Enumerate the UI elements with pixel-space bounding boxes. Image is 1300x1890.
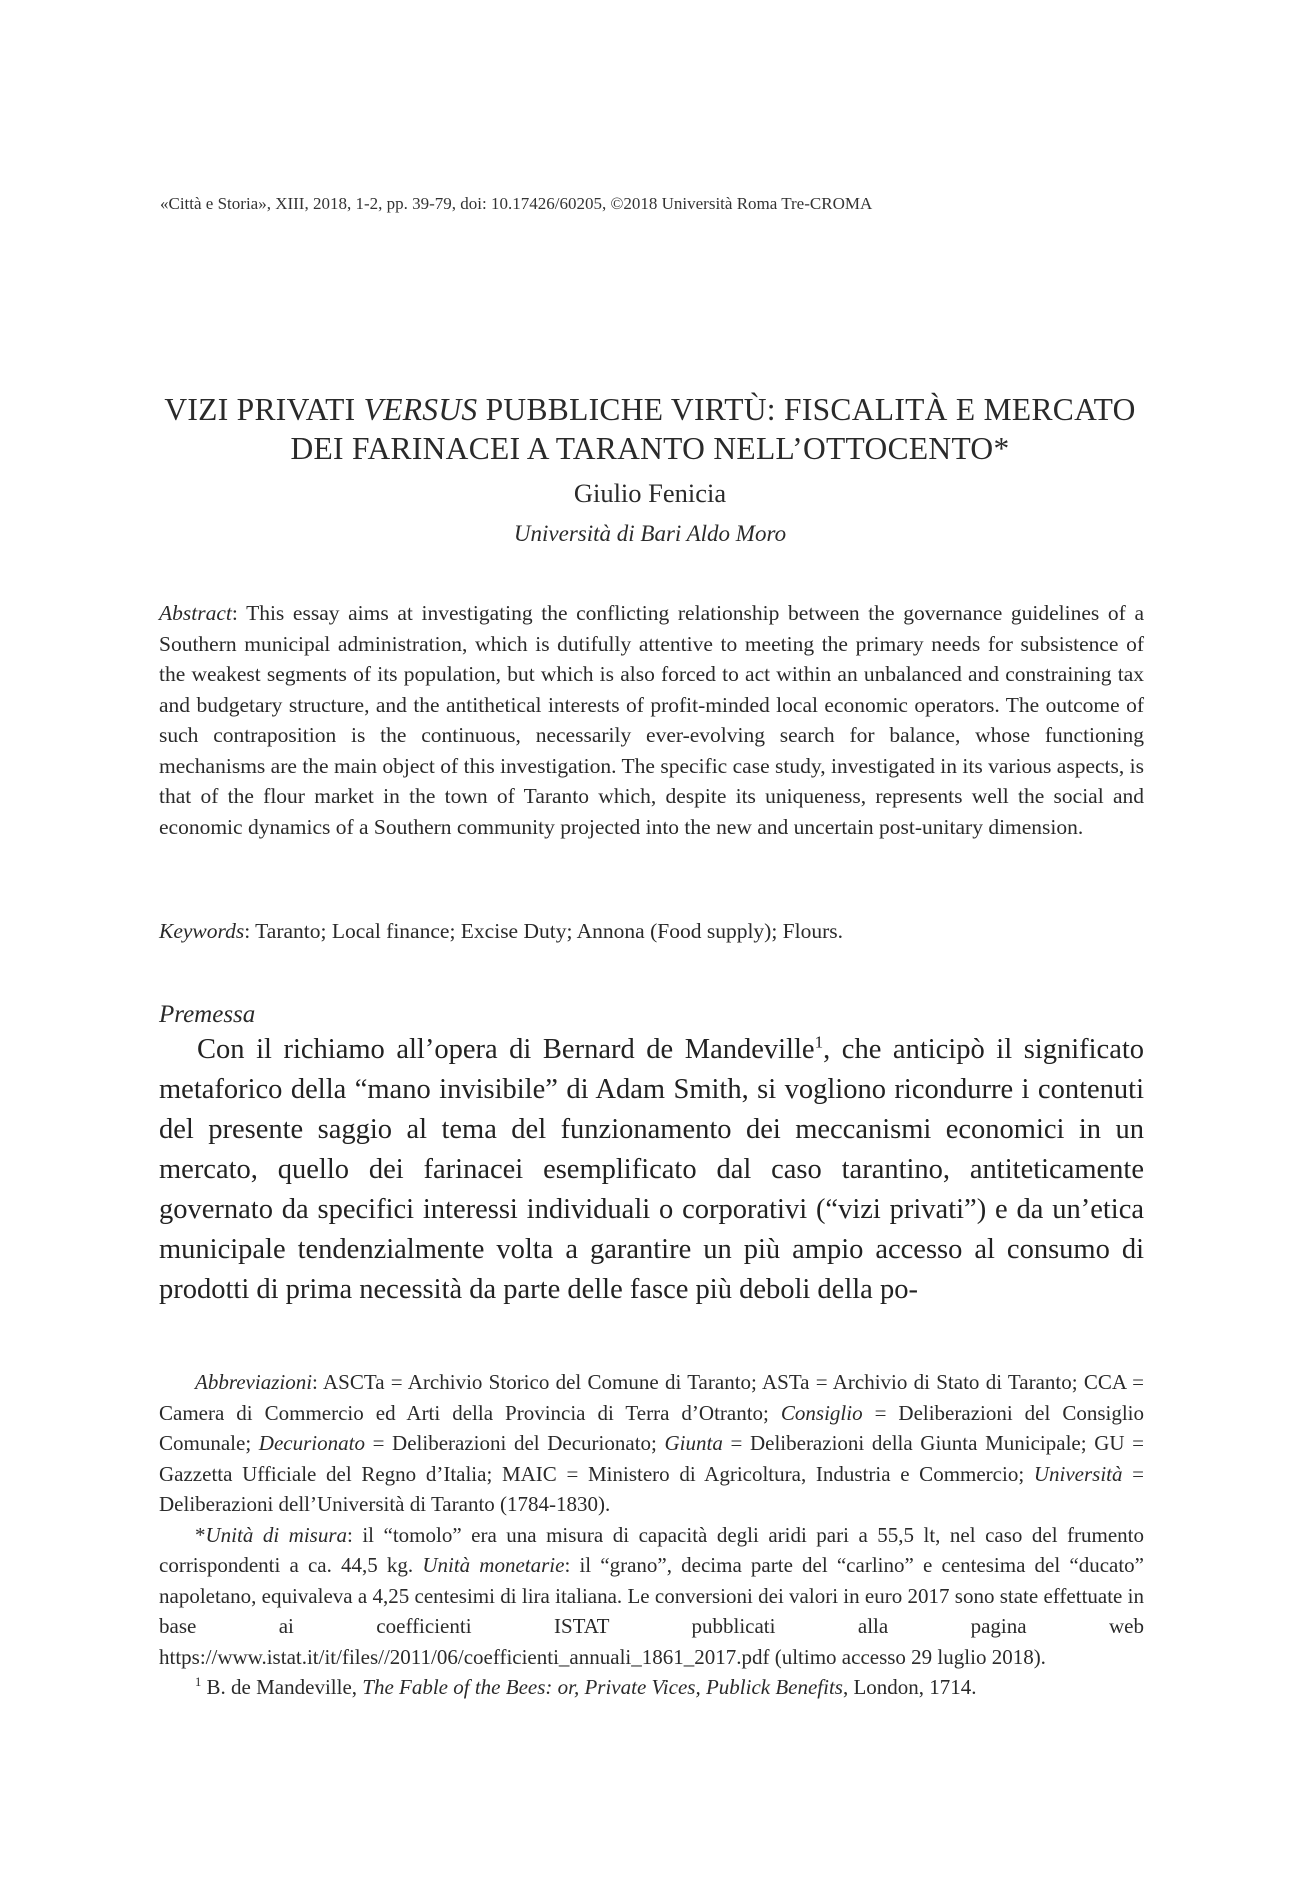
abstract-paragraph xyxy=(159,598,1144,842)
title-line-2 xyxy=(120,429,1180,468)
footnote-italic: Consiglio xyxy=(780,1400,863,1425)
footnote-text: : il “tomolo” era una misura di capacità degli aridi pari a 55,5 lt, nel caso del frumento corrispondenti a ca. 44,5 kg. xyxy=(159,1522,1145,1577)
footnote-abbreviations xyxy=(159,1367,1144,1520)
footnote-text: , London, 1714. xyxy=(842,1675,977,1699)
footnote-text: = Deliberazioni del Consiglio Comunale; xyxy=(159,1400,1144,1455)
footnotes xyxy=(159,1367,1144,1703)
footnote-text: : ASCTa = Archivio Storico del Comune di Taranto; ASTa = Archivio di Stato di Taranto; CCA = Camera di Commercio ed Arti della Provincia di Terra d’Otranto; xyxy=(159,1370,1144,1425)
body-paragraph xyxy=(159,1030,1144,1310)
footnote-mark: 1 xyxy=(195,1675,202,1689)
title-italic-word: VERSUS xyxy=(363,392,478,427)
abstract-text: : This essay aims at investigating the conflicting relationship between the governance guidelines of a Southern municipal administration, which is dutifully attentive to meeting the primary needs for subsistence of the weakest segments of its population, but which is also forced to act within an unbalanced and constraining tax and budgetary structure, and the antithetical interests of profit-minded local economic operators. The outcome of such contraposition is the continuous, necessarily ever-evolving search for balance, whose functioning mechanisms are the main object of this investigation. The specific case study, investigated in its various aspects, is that of the flour market in the town of Taranto which, despite its uniqueness, represents well the social and economic dynamics of a Southern community projected into the new and uncertain post-unitary dimension. xyxy=(159,601,1144,839)
footnote-text: = Deliberazioni della Giunta Municipale; GU = Gazzetta Ufficiale del Regno d’Italia; MAIC = Ministero di Agricoltura, Industria e Commercio; xyxy=(159,1431,1145,1486)
footnote-book-title: The Fable of the Bees: or, Private Vices, Publick Benefits xyxy=(362,1675,843,1699)
footnote-italic: Università xyxy=(1033,1461,1123,1486)
footnote-mark: * xyxy=(195,1522,206,1547)
footnote-ref-1[interactable]: 1 xyxy=(814,1032,824,1052)
abstract-label: Abstract xyxy=(159,601,232,625)
author-affiliation: Università di Bari Aldo Moro xyxy=(513,521,787,546)
journal-citation: «Città e Storia», XIII, 2018, 1-2, pp. 39-79, doi: 10.17426/60205, ©2018 Università Roma Tre-CROMA xyxy=(160,194,873,213)
footnote-italic: Giunta xyxy=(664,1431,723,1455)
footnote-text: B. de Mandeville, xyxy=(201,1675,363,1699)
title-footnote-mark[interactable]: * xyxy=(993,431,1010,466)
footnote-label: Unità monetarie xyxy=(422,1553,565,1577)
paragraph-text: , che anticipò il significato metaforico della “mano invisibile” di Adam Smith, si vogliono ricondurre i contenuti del presente saggio al tema del funzionamento dei meccanismi economici in un mercato, quello dei farinacei esemplificato dal caso tarantino, antiteticamente governato da specifici interessi individuali o corporativi (“vizi privati”) e da un’etica municipale tendenzialmente volta a garantire un più ampio accesso al consumo di prodotti di prima necessità da parte delle fasce più deboli della po- xyxy=(159,1034,1145,1305)
keywords-text: : Taranto; Local finance; Excise Duty; Annona (Food supply); Flours. xyxy=(244,919,844,943)
paragraph-text: Con il richiamo all’opera di Bernard de Mandeville xyxy=(197,1034,815,1065)
body-text xyxy=(159,1030,1144,1310)
footnote-italic: Decurionato xyxy=(258,1431,365,1455)
title-text: VIZI PRIVATI xyxy=(164,392,364,427)
keywords xyxy=(159,916,1144,947)
footnote-text: = Deliberazioni del Decurionato; xyxy=(364,1431,665,1455)
footnote-label: Abbreviazioni xyxy=(195,1370,313,1394)
footnote-1 xyxy=(159,1672,1144,1703)
abstract xyxy=(159,598,1144,842)
title-text: DEI FARINACEI A TARANTO NELL’OTTOCENTO xyxy=(290,431,994,466)
footnote-label: Unità di misura xyxy=(205,1522,348,1547)
article-title xyxy=(120,390,1180,468)
author-name: Giulio Fenicia xyxy=(573,478,727,508)
footnote-units xyxy=(159,1520,1144,1673)
title-text: PUBBLICHE VIRTÙ: FISCALITÀ E MERCATO xyxy=(477,392,1136,427)
footnote-text: : il “grano”, decima parte del “carlino” e centesima del “ducato” napoletano, equivaleva a 4,25 centesimi di lira italiana. Le conversioni dei valori in euro 2017 sono state effettuate in base ai coefficienti ISTAT pubblicati alla pagina web https://www.istat.it/it/files//2011/06/coefficienti_annuali_1861_2017.pdf (ultimo accesso 29 luglio 2018). xyxy=(159,1553,1144,1669)
title-line-1 xyxy=(120,390,1180,429)
section-heading: Premessa xyxy=(159,1001,256,1028)
keywords-label: Keywords xyxy=(159,919,245,943)
footnote-text: = Deliberazioni dell’Università di Taranto (1784-1830). xyxy=(159,1461,1145,1516)
